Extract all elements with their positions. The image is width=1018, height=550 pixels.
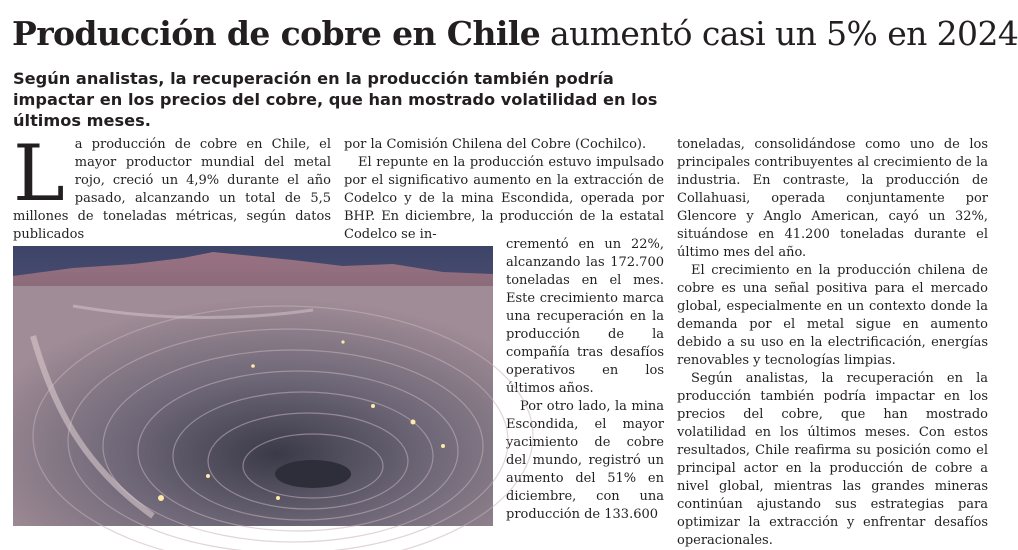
paragraph: El repunte en la producción estuvo impulsado por el significativo aumento en la extracción de Codelco y de la mina Escondida, operada por BHP. En diciembre, la producción de la estatal Codelco se in- — [344, 155, 664, 242]
drop-cap: L — [13, 129, 65, 219]
paragraph: El crecimiento en la producción chilena de cobre es una señal positiva para el mercado global, especialmente en un contexto donde la demanda por el metal sigue en aumento debido a su uso en la electrificación, energías renovables y tecnologías limpias. — [677, 263, 988, 368]
headline-bold: Producción de cobre en Chile — [12, 14, 541, 53]
article-column-3 — [677, 136, 988, 550]
article-column-2-top — [344, 136, 664, 244]
paragraph: toneladas, consolidándose como uno de los principales contribuyentes al crecimiento de la industria. En contraste, la producción de Collahuasi, operada conjuntamente por Glencore y Anglo American, cayó un 32%, situándose en 41.200 toneladas durante el último mes del año. — [677, 137, 988, 260]
paragraph: Por otro lado, la mina Escondida, el mayor yacimiento de cobre del mundo, registró un aumento del 51% en diciembre, con una producción de 133.600 — [506, 399, 664, 522]
subheadline: Según analistas, la recuperación en la producción también podría impactar en los precios del cobre, que han mostrado volatilidad en los últimos meses. — [13, 69, 658, 130]
paragraph: crementó en un 22%, alcanzando las 172.700 toneladas en el mes. Este crecimiento marca una recuperación en la producción de la compañía tras desafíos operativos en los últimos años. — [506, 237, 664, 396]
article-column-1 — [13, 129, 331, 244]
open-pit-mine-photo — [13, 246, 493, 526]
paragraph: a producción de cobre en Chile, el mayor productor mundial del metal rojo, creció un 4,9% durante el año pasado, alcanzando un total de 5,5 millones de toneladas métricas, según datos publicados — [13, 137, 331, 242]
mine-photo-illustration — [13, 246, 493, 526]
headline — [12, 12, 1018, 56]
article-column-2-narrow — [506, 236, 664, 524]
paragraph: por la Comisión Chilena del Cobre (Cochilco). — [344, 137, 647, 152]
headline-light: aumentó casi un 5% en 2024 — [540, 14, 1018, 53]
paragraph: Según analistas, la recuperación en la producción también podría impactar en los precios del cobre, que han mostrado volatilidad en los últimos meses. Con estos resultados, Chile reafirma su posición como el principal actor en la producción de cobre a nivel global, mientras las grandes mineras continúan ajustando sus estrategias para optimizar la extracción y enfrentar desafíos operacionales. — [677, 371, 988, 548]
